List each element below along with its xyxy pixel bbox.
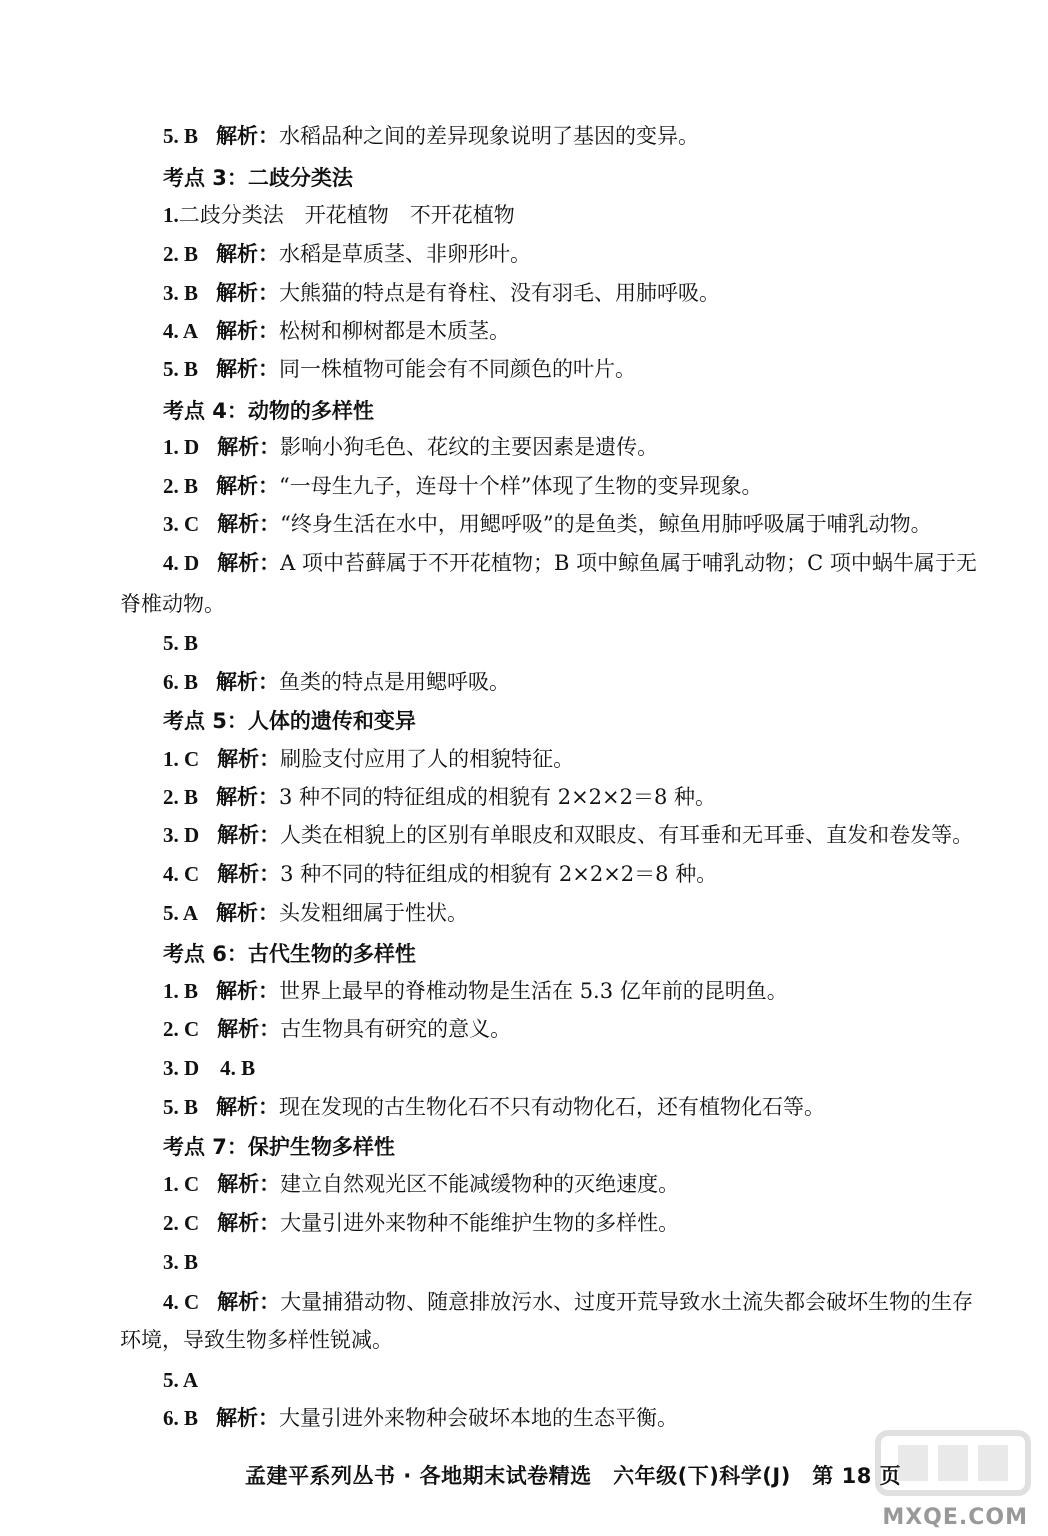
watermark-text: MXQE.COM xyxy=(882,1505,1028,1530)
section-heading-3: 考点 3：二歧分类法 xyxy=(163,166,353,190)
line-32: 5. A xyxy=(163,1368,199,1392)
line-20: 5. A 解析：头发粗细属于性状。 xyxy=(163,901,469,925)
line-12-continuation: 脊椎动物。 xyxy=(120,592,225,616)
line-6: 5. B 解析：同一株植物可能会有不同颜色的叶片。 xyxy=(163,357,637,381)
line-2: 1.二歧分类法 开花植物 不开花植物 xyxy=(163,203,515,227)
line-31-continuation: 环境，导致生物多样性锐减。 xyxy=(120,1328,393,1352)
line-16: 1. C 解析：刷脸支付应用了人的相貌特征。 xyxy=(163,747,575,771)
line-11: 4. D 解析：A 项中苔藓属于不开花植物；B 项中鲸鱼属于哺乳动物；C 项中蜗牛属于无 xyxy=(163,551,977,575)
line-23: 2. C 解析：古生物具有研究的意义。 xyxy=(163,1017,512,1041)
line-27: 1. C 解析：建立自然观光区不能减缓物种的灭绝速度。 xyxy=(163,1172,680,1196)
line-14: 6. B 解析：鱼类的特点是用鳃呼吸。 xyxy=(163,670,511,694)
line-4: 3. B 解析：大熊猫的特点是有脊柱、没有羽毛、用肺呼吸。 xyxy=(163,281,721,305)
line-0: 5. B 解析：水稻品种之间的差异现象说明了基因的变异。 xyxy=(163,124,700,148)
section-heading-5: 考点 5：人体的遗传和变异 xyxy=(163,709,416,733)
line-33: 6. B 解析：大量引进外来物种会破坏本地的生态平衡。 xyxy=(163,1406,679,1430)
line-9: 2. B 解析：“一母生九子，连母十个样”体现了生物的变异现象。 xyxy=(163,474,763,498)
section-heading-6: 考点 6：古代生物的多样性 xyxy=(163,942,416,966)
section-heading-4: 考点 4：动物的多样性 xyxy=(163,399,374,423)
line-18: 3. D 解析：人类在相貌上的区别有单眼皮和双眼皮、有耳垂和无耳垂、直发和卷发等。 xyxy=(163,823,974,847)
line-22: 1. B 解析：世界上最早的脊椎动物是生活在 5.3 亿年前的昆明鱼。 xyxy=(163,979,788,1003)
section-heading-7: 考点 7：保护生物多样性 xyxy=(163,1135,395,1159)
line-3: 2. B 解析：水稻是草质茎、非卵形叶。 xyxy=(163,242,532,266)
line-17: 2. B 解析：3 种不同的特征组成的相貌有 2×2×2＝8 种。 xyxy=(163,785,717,809)
line-30: 4. C 解析：大量捕猎动物、随意排放污水、过度开荒导致水土流失都会破坏生物的生存 xyxy=(163,1290,974,1314)
line-24: 3. D 4. B xyxy=(163,1056,256,1080)
line-10: 3. C 解析：“终身生活在水中，用鳃呼吸”的是鱼类，鲸鱼用肺呼吸属于哺乳动物。 xyxy=(163,512,932,536)
page-footer: 孟建平系列丛书 · 各地期末试卷精选 六年级(下)科学(J) 第 18 页 xyxy=(245,1464,902,1488)
line-29: 3. B xyxy=(163,1250,199,1274)
line-13: 5. B xyxy=(163,631,199,655)
line-28: 2. C 解析：大量引进外来物种不能维护生物的多样性。 xyxy=(163,1211,680,1235)
line-19: 4. C 解析：3 种不同的特征组成的相貌有 2×2×2＝8 种。 xyxy=(163,862,718,886)
line-25: 5. B 解析：现在发现的古生物化石不只有动物化石，还有植物化石等。 xyxy=(163,1095,826,1119)
line-8: 1. D 解析：影响小狗毛色、花纹的主要因素是遗传。 xyxy=(163,435,659,459)
line-5: 4. A 解析：松树和柳树都是木质茎。 xyxy=(163,319,511,343)
